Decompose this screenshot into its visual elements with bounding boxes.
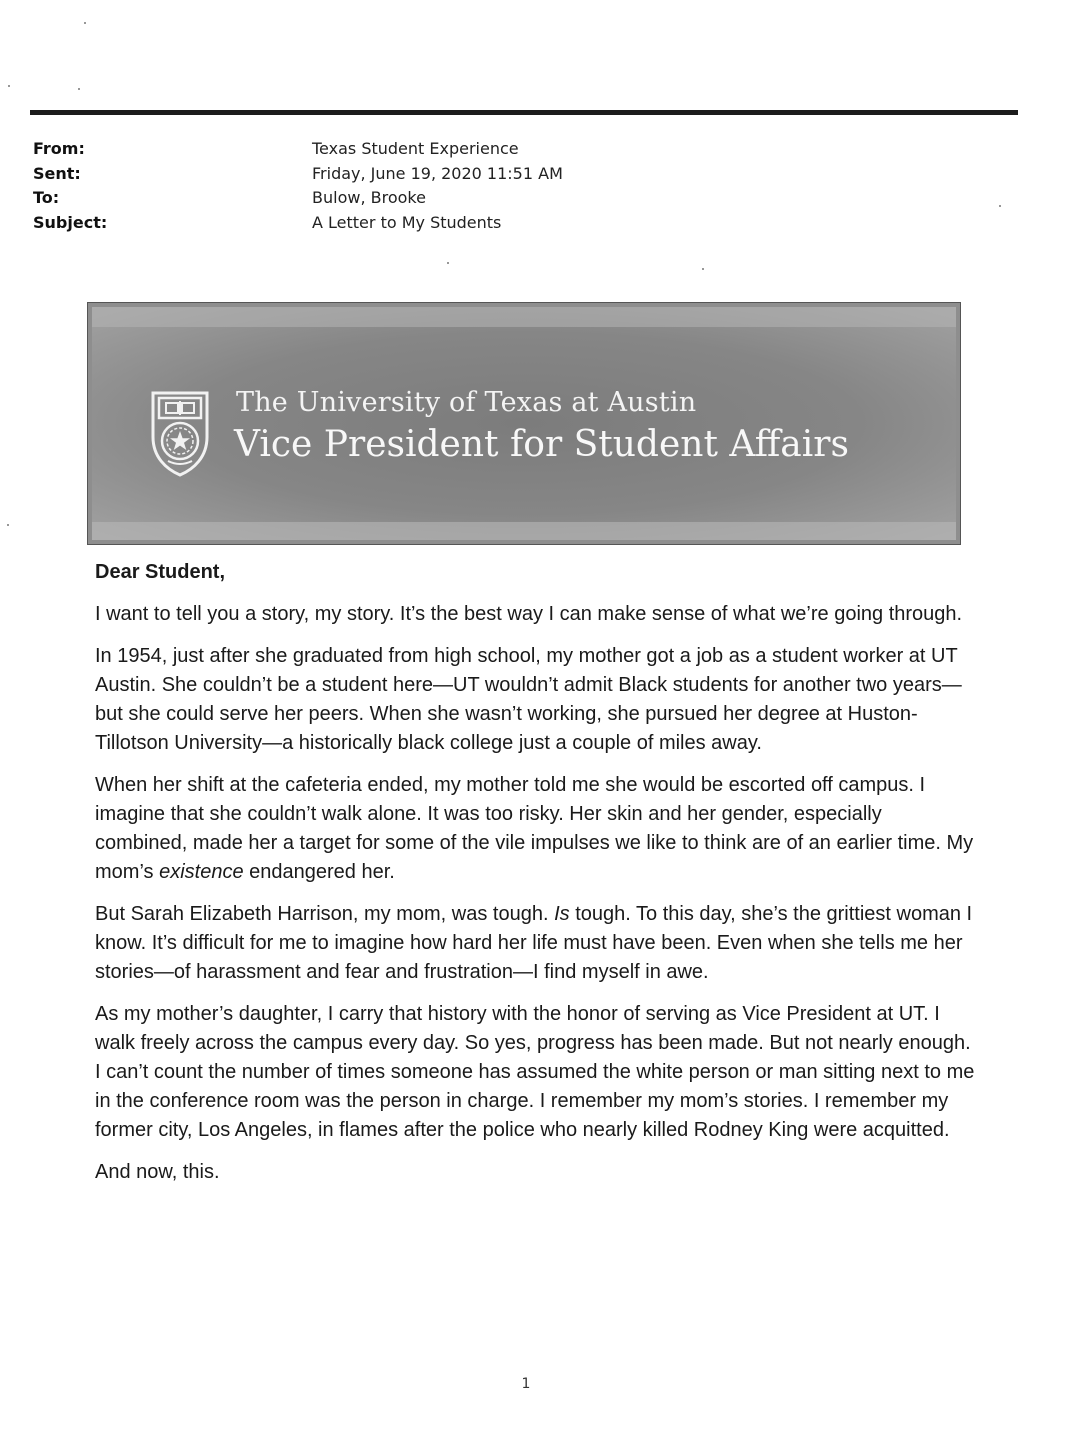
- banner-bottom-band: [92, 522, 956, 540]
- scan-speck: [7, 524, 9, 526]
- letter-paragraph-3-text-b: endangered her.: [243, 861, 395, 883]
- letter-salutation: Dear Student,: [95, 561, 226, 583]
- subject-value: A Letter to My Students: [312, 212, 502, 232]
- scan-speck: [447, 262, 449, 264]
- scan-speck: [999, 205, 1001, 207]
- page-number: 1: [521, 1376, 531, 1392]
- letter-paragraph-4: [95, 900, 975, 987]
- sent-label: Sent:: [33, 163, 81, 183]
- vpsa-banner: [87, 302, 961, 545]
- letter-paragraph-3-emphasis: existence: [159, 861, 244, 883]
- scan-speck: [78, 88, 80, 90]
- subject-label: Subject:: [33, 212, 108, 232]
- banner-background: [92, 307, 956, 540]
- to-label: To:: [33, 188, 60, 207]
- letter-paragraph-4-text-b: tough. To this day, she’s the grittiest woman I know. It’s difficult for me to imagine how hard her life must have been. Even when she tells me her stories—of harassment and fear and frustration—I find myself in awe.: [95, 903, 973, 983]
- letter-body: [95, 558, 975, 1200]
- ut-seal-icon: [150, 389, 210, 477]
- letter-paragraph-4-emphasis: Is: [554, 903, 570, 925]
- from-value: Texas Student Experience: [312, 139, 519, 158]
- letter-paragraph-3-text-a: When her shift at the cafeteria ended, my mother told me she would be escorted off campus. I imagine that she couldn’t walk alone. It was too risky. Her skin and her gender, especially combined, made her a target for some of the vile impulses we like to think are of an earlier time. My mom’s: [95, 774, 974, 883]
- banner-university-name: The University of Texas at Austin: [236, 387, 697, 418]
- email-header-sent-row: [33, 162, 733, 187]
- scan-speck: [84, 22, 86, 24]
- to-value: Bulow, Brooke: [312, 188, 426, 207]
- email-header: [33, 137, 733, 235]
- scan-speck: [702, 268, 704, 270]
- letter-paragraph-1: I want to tell you a story, my story. It’s the best way I can make sense of what we’re going through.: [95, 603, 963, 625]
- banner-top-band: [92, 307, 956, 327]
- from-label: From:: [33, 139, 85, 158]
- letter-paragraph-5: As my mother’s daughter, I carry that history with the honor of serving as Vice President at UT. I walk freely across the campus every day. So yes, progress has been made. But not nearly enough. I can’t count the number of times someone has assumed the white person or man sitting next to me in the conference room was the person in charge. I remember my mom’s stories. I remember my former city, Los Angeles, in flames after the police who nearly killed Rodney King were acquitted.: [95, 1003, 975, 1141]
- banner-office-name: Vice President for Student Affairs: [234, 424, 849, 465]
- letter-paragraph-2: In 1954, just after she graduated from high school, my mother got a job as a student worker at UT Austin. She couldn’t be a student here—UT wouldn’t admit Black students for another two years—but she could serve her peers. When she wasn’t working, she pursued her degree at Huston-Tillotson University—a historically black college just a couple of miles away.: [95, 645, 962, 754]
- scan-speck: [8, 85, 10, 87]
- letter-paragraph-3: [95, 771, 975, 887]
- email-header-from-row: [33, 137, 733, 162]
- email-header-subject-row: [33, 211, 733, 236]
- header-divider: [30, 110, 1018, 115]
- email-header-to-row: [33, 186, 733, 211]
- letter-paragraph-6: And now, this.: [95, 1161, 220, 1183]
- sent-value: Friday, June 19, 2020 11:51 AM: [312, 163, 563, 183]
- letter-paragraph-4-text-a: But Sarah Elizabeth Harrison, my mom, was tough.: [95, 903, 555, 925]
